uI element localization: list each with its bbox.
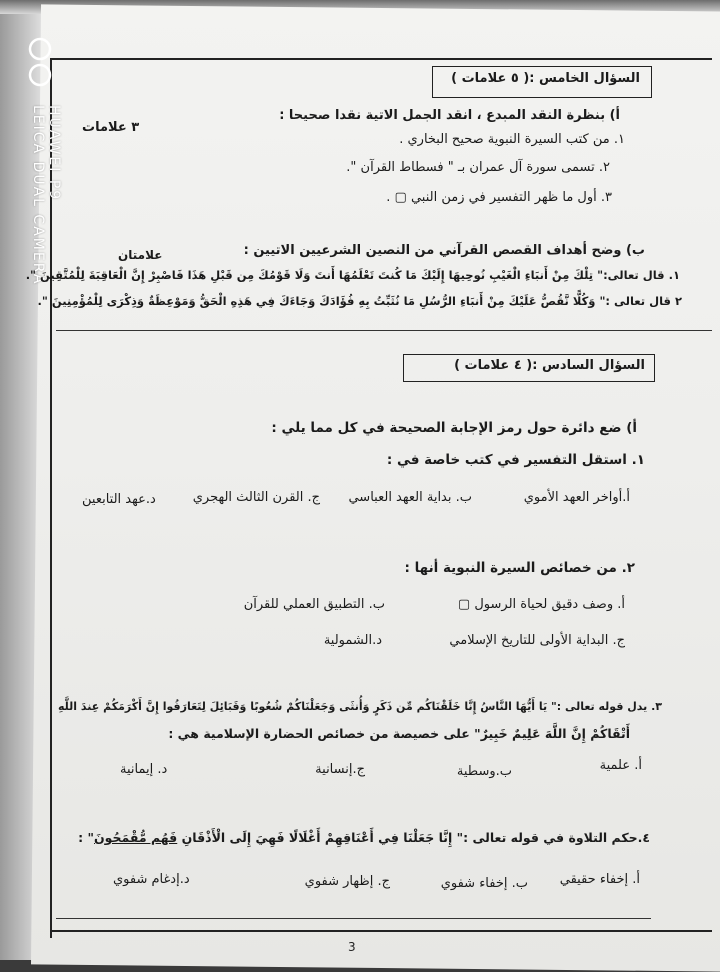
- q6-q4-option-b: ب. إخفاء شفوي: [440, 876, 528, 891]
- q6-q4-stem-prefix: ٤.حكم التلاوة في قوله تعالى :" إِنَّا جَعَلْنَا فِي أَعْنَاقِهِمْ أَغْلَالًا فَهِيَ إِلَى الْأَذْقَانِ: [177, 830, 650, 845]
- q5-a-item-2: ٢. تسمى سورة آل عمران بـ " فسطاط القرآن ".: [346, 160, 610, 175]
- q5-part-b-marks: علامتان: [118, 248, 163, 262]
- q5-title: السؤال الخامس :( ٥ علامات ): [451, 71, 640, 86]
- q6-q2-option-c: ج. البداية الأولى للتاريخ الإسلامي: [449, 633, 625, 648]
- frame-bottom-border: [52, 930, 712, 932]
- q6-q4-option-a: أ. إخفاء حقيقي: [559, 872, 640, 887]
- q6-q2-stem: ٢. من خصائص السيرة النبوية أنها :: [404, 560, 635, 576]
- q6-q1-option-c: ج. القرن الثالث الهجري: [192, 490, 320, 505]
- q5-part-a-prompt: أ) بنظرة النقد المبدع ، انقد الجمل الاتية نقدا صحيحا :: [279, 108, 620, 123]
- q6-q1-option-a: أ.أواخر العهد الأموي: [523, 490, 630, 505]
- q6-q3-option-a: أ. علمية: [599, 758, 642, 773]
- q6-q3-option-d: د. إيمانية: [120, 762, 168, 777]
- exam-paper: [31, 4, 720, 971]
- q6-q4-stem-underlined: فَهُم مُّقْمَحُونَ: [94, 830, 178, 845]
- q5-part-b-prompt: ب) وضح أهداف القصص القرآني من النصين الشرعيين الاتيين :: [243, 243, 645, 258]
- q6-q3-stem-line1: ٣. يدل قوله تعالى :" يَا أَيُّهَا النَّاسُ إِنَّا خَلَقْنَاكُم مِّن ذَكَرٍ وَأُنثَى وَجَعَلْنَاكُمْ شُعُوبًا وَقَبَائِلَ لِتَعَارَفُوا إِنَّ أَكْرَمَكُمْ عِندَ اللَّهِ: [58, 700, 662, 713]
- q6-instruction: أ) ضع دائرة حول رمز الإجابة الصحيحة في كل مما يلي :: [271, 420, 637, 436]
- q6-title: السؤال السادس :( ٤ علامات ): [454, 358, 645, 373]
- camera-watermark: [30, 105, 62, 285]
- watermark-camera: LEICA DUAL CAMERA: [30, 105, 46, 286]
- q5-a-item-3: ٣. أول ما ظهر التفسير في زمن النبي ▢ .: [386, 190, 612, 205]
- footer-divider: [56, 918, 651, 919]
- watermark-brand: HUAWEI P9: [46, 105, 62, 202]
- q6-q1-option-d: د.عهد التابعين: [82, 492, 156, 507]
- q5-a-item-1: ١. من كتب السيرة النبوية صحيح البخاري .: [399, 132, 625, 147]
- q6-q4-option-c: ج. إظهار شفوي: [304, 874, 390, 889]
- camera-logo-icon: [20, 35, 60, 95]
- section-divider: [56, 330, 712, 331]
- q6-q4-option-d: د.إدغام شفوي: [113, 872, 190, 887]
- frame-top-border: [52, 58, 712, 60]
- page-number: 3: [348, 940, 356, 954]
- q6-q4-stem-suffix: " :: [78, 830, 95, 845]
- q6-q1-stem: ١. استقل التفسير في كتب خاصة في :: [386, 452, 645, 468]
- q6-q1-option-b: ب. بداية العهد العباسي: [348, 490, 472, 505]
- q5-b-item-2: ٢ قال تعالى :" وَكُلًّا نَّقُصُّ عَلَيْكَ مِنْ أَنبَاءِ الرُّسُلِ مَا نُثَبِّتُ بِهِ فُؤَادَكَ وَجَاءَكَ فِي هَذِهِ الْحَقُّ وَمَوْعِظَةٌ وَذِكْرَى لِلْمُؤْمِنِينَ ".: [37, 294, 682, 308]
- q6-q3-stem-line2: أَتْقَاكُمْ إِنَّ اللَّهَ عَلِيمٌ خَبِيرٌ" على خصيصة من خصائص الحضارة الإسلامية هي :: [168, 726, 630, 741]
- q5-b-item-1: ١. قال تعالى:" تِلْكَ مِنْ أَنبَاءِ الْغَيْبِ نُوحِيهَا إِلَيْكَ مَا كُنتَ تَعْلَمُهَا أَنتَ وَلَا قَوْمُكَ مِن قَبْلِ هَذَا فَاصْبِرْ إِنَّ الْعَاقِبَةَ لِلْمُتَّقِينَ ".: [25, 268, 680, 282]
- q6-q4-stem: [78, 830, 650, 845]
- q6-q2-option-d: د.الشمولية: [323, 633, 382, 648]
- q6-q3-option-b: ب.وسطية: [456, 764, 512, 779]
- q5-part-a-marks: ٣ علامات: [82, 120, 140, 135]
- q6-q3-option-c: ج.إنسانية: [315, 762, 365, 777]
- q6-q2-option-a: أ. وصف دقيق لحياة الرسول ▢: [457, 597, 625, 612]
- q6-q2-option-b: ب. التطبيق العملي للقرآن: [243, 597, 385, 612]
